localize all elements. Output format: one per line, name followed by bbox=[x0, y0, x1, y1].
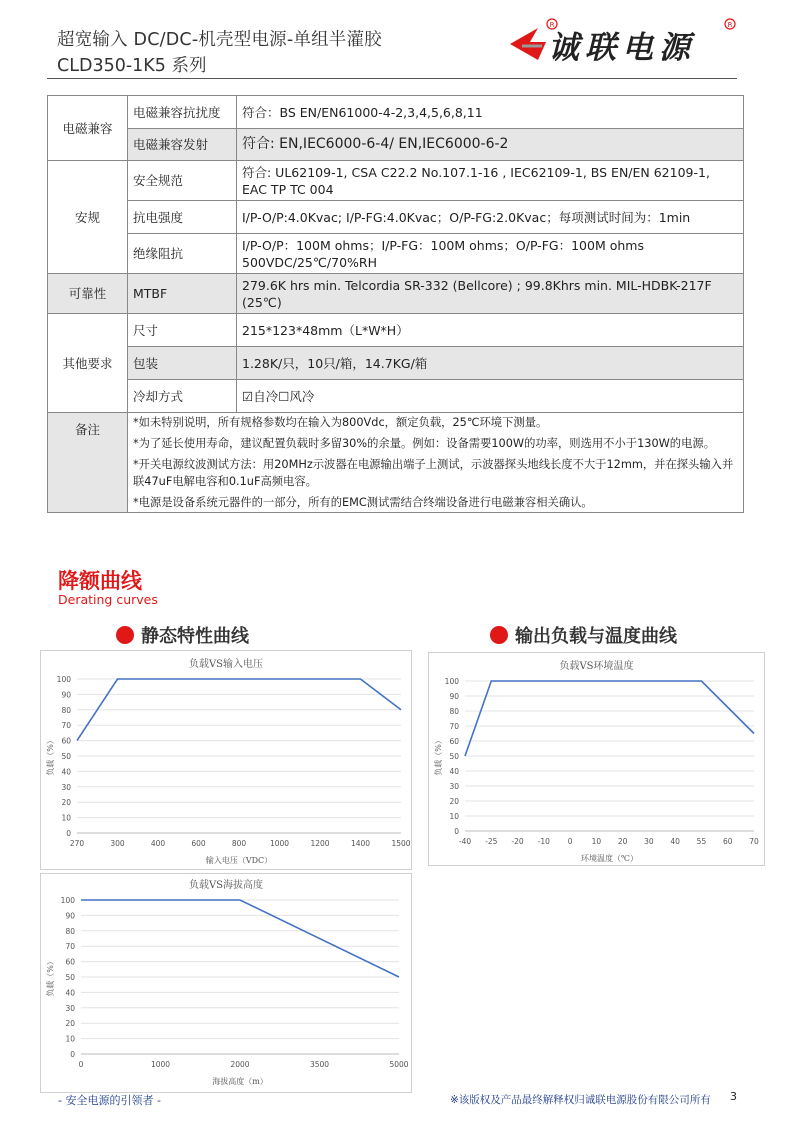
notes-cell bbox=[128, 413, 744, 513]
label-mtbf: MTBF bbox=[128, 274, 237, 314]
y-tick-label: 70 bbox=[449, 722, 459, 731]
x-tick-label: 1500 bbox=[391, 839, 411, 848]
group-emc: 电磁兼容 bbox=[48, 96, 128, 161]
y-tick-label: 60 bbox=[65, 957, 75, 967]
derating-title: 降额曲线 bbox=[58, 569, 142, 593]
x-tick-label: -40 bbox=[458, 837, 472, 846]
x-tick-label: 800 bbox=[231, 839, 247, 848]
y-tick-label: 90 bbox=[449, 692, 459, 701]
x-tick-label: 1400 bbox=[350, 839, 371, 848]
x-tick-label: 400 bbox=[150, 839, 166, 848]
x-tick-label: 0 bbox=[567, 837, 573, 846]
x-tick-label: 1000 bbox=[150, 1060, 171, 1069]
label-safety-standard: 安全规范 bbox=[128, 161, 237, 201]
y-axis-label: 负载（%） bbox=[434, 736, 443, 776]
group-notes: 备注 bbox=[48, 413, 128, 513]
x-tick-label: 3500 bbox=[309, 1060, 330, 1069]
y-tick-label: 10 bbox=[61, 813, 71, 823]
note-4: *电源是设备系统元器件的一部分，所有的EMC测试需结合终端设备进行电磁兼容相关确认。 bbox=[133, 496, 593, 509]
y-tick-label: 60 bbox=[61, 736, 71, 746]
y-tick-label: 60 bbox=[449, 737, 459, 746]
spec-table bbox=[47, 95, 744, 513]
chart-temperature-svg bbox=[429, 653, 764, 865]
x-tick-label: 20 bbox=[617, 837, 628, 846]
y-tick-label: 90 bbox=[61, 690, 71, 700]
svg-text:R: R bbox=[727, 21, 733, 29]
x-tick-label: 5000 bbox=[389, 1060, 409, 1069]
y-axis-label: 负载（%） bbox=[46, 957, 55, 997]
y-tick-label: 50 bbox=[61, 752, 71, 761]
value-emc-emission: 符合: EN,IEC6000-6-4/ EN,IEC6000-6-2 bbox=[237, 129, 744, 161]
x-tick-label: 1000 bbox=[269, 839, 290, 848]
label-size: 尺寸 bbox=[128, 314, 237, 347]
chart-voltage bbox=[40, 650, 412, 870]
temp-heading-text: 输出负载与温度曲线 bbox=[515, 626, 677, 647]
x-tick-label: 300 bbox=[110, 839, 125, 848]
y-tick-label: 100 bbox=[444, 677, 459, 686]
svg-text:R: R bbox=[549, 21, 555, 29]
group-safety: 安规 bbox=[48, 161, 128, 274]
group-other: 其他要求 bbox=[48, 314, 128, 413]
label-withstand: 抗电强度 bbox=[128, 201, 237, 234]
y-tick-label: 70 bbox=[65, 942, 75, 952]
x-tick-label: 30 bbox=[644, 837, 654, 846]
x-tick-label: 55 bbox=[696, 837, 707, 846]
chart-altitude-svg bbox=[41, 874, 411, 1092]
y-tick-label: 20 bbox=[65, 1019, 75, 1029]
y-tick-label: 80 bbox=[65, 926, 75, 936]
header-divider bbox=[47, 78, 737, 79]
label-emc-immunity: 电磁兼容抗扰度 bbox=[128, 96, 237, 129]
series-line bbox=[81, 900, 399, 977]
y-tick-label: 30 bbox=[65, 1003, 75, 1013]
label-insulation: 绝缘阻抗 bbox=[128, 234, 237, 274]
footer-slogan: - 安全电源的引领者 - bbox=[58, 1094, 161, 1107]
chart-voltage-svg bbox=[41, 651, 411, 869]
y-tick-label: 40 bbox=[449, 767, 459, 776]
group-reliability: 可靠性 bbox=[48, 274, 128, 314]
red-bullet-icon bbox=[116, 626, 134, 644]
y-tick-label: 0 bbox=[454, 827, 459, 836]
y-tick-label: 40 bbox=[65, 988, 75, 998]
x-tick-label: -20 bbox=[511, 837, 524, 846]
x-axis-label: 环境温度（℃） bbox=[581, 854, 638, 863]
y-tick-label: 100 bbox=[56, 675, 71, 684]
y-tick-label: 80 bbox=[449, 707, 459, 716]
x-tick-label: -25 bbox=[485, 837, 498, 846]
note-2: *为了延长使用寿命，建议配置负载时多留30%的余量。例如：设备需要100W的功率，则选用不小于130W的电源。 bbox=[133, 437, 715, 450]
x-tick-label: 2000 bbox=[230, 1060, 250, 1069]
y-tick-label: 90 bbox=[65, 911, 75, 921]
y-tick-label: 40 bbox=[61, 767, 71, 777]
label-cooling: 冷却方式 bbox=[128, 380, 237, 413]
series-line bbox=[465, 681, 754, 756]
x-axis-label: 输入电压（VDC） bbox=[205, 856, 273, 865]
note-1: *如未特别说明，所有规格参数均在输入为800Vdc，额定负载，25℃环境下测量。 bbox=[133, 416, 548, 429]
value-insulation bbox=[237, 234, 744, 274]
y-tick-label: 80 bbox=[61, 705, 71, 715]
chart-title: 负载VS环境温度 bbox=[559, 661, 634, 672]
x-tick-label: 10 bbox=[591, 837, 602, 846]
static-heading bbox=[116, 622, 249, 648]
page-number: 3 bbox=[730, 1090, 737, 1103]
footer-copyright: ※该版权及产品最终解释权归诚联电源股份有限公司所有 bbox=[450, 1094, 711, 1106]
chart-title: 负载VS海拔高度 bbox=[188, 880, 264, 891]
chart-temperature bbox=[428, 652, 765, 866]
chart-altitude bbox=[40, 873, 412, 1093]
value-withstand: I/P-O/P:4.0Kvac; I/P-FG:4.0Kvac；O/P-FG:2.0Kvac；每项测试时间为：1min bbox=[237, 201, 744, 234]
note-3: *开关电源纹波测试方法：用20MHz示波器在电源输出端子上测试，示波器探头地线长度不大于12mm，并在探头输入并联47uF电解电容和0.1uF高频电容。 bbox=[133, 458, 734, 488]
value-safety-standard: 符合: UL62109-1, CSA C22.2 No.107.1-16 , IEC62109-1, BS EN/EN 62109-1, EAC TP TC 004 bbox=[237, 161, 744, 201]
y-tick-label: 30 bbox=[61, 782, 71, 792]
value-pack: 1.28K/只，10只/箱，14.7KG/箱 bbox=[237, 347, 744, 380]
x-tick-label: 0 bbox=[78, 1060, 84, 1069]
y-tick-label: 20 bbox=[449, 797, 459, 806]
x-tick-label: 270 bbox=[69, 839, 85, 848]
x-tick-label: -10 bbox=[537, 837, 550, 846]
label-emc-emission: 电磁兼容发射 bbox=[128, 129, 237, 161]
y-tick-label: 50 bbox=[65, 973, 75, 982]
value-size: 215*123*48mm（L*W*H） bbox=[237, 314, 744, 347]
y-tick-label: 10 bbox=[449, 812, 459, 821]
value-cooling: ☑自冷☐风冷 bbox=[237, 380, 744, 413]
static-heading-text: 静态特性曲线 bbox=[141, 626, 249, 647]
y-tick-label: 20 bbox=[61, 798, 71, 808]
insulation-line-2: 500VDC/25℃/70%RH bbox=[242, 254, 377, 270]
y-tick-label: 100 bbox=[60, 896, 75, 905]
y-tick-label: 30 bbox=[449, 782, 459, 791]
insulation-line-1: I/P-O/P：100M ohms；I/P-FG：100M ohms；O/P-FG：100M ohms bbox=[242, 237, 644, 253]
company-logo-text: 诚联电源 bbox=[548, 30, 696, 66]
document-subtitle: CLD350-1K5 系列 bbox=[57, 56, 207, 76]
y-tick-label: 70 bbox=[61, 721, 71, 731]
temp-heading bbox=[490, 622, 677, 648]
red-bullet-icon bbox=[490, 626, 508, 644]
x-tick-label: 70 bbox=[749, 837, 759, 846]
y-tick-label: 50 bbox=[449, 752, 459, 761]
x-tick-label: 60 bbox=[722, 837, 733, 846]
value-mtbf: 279.6K hrs min. Telcordia SR-332 (Bellcore) ; 99.8Khrs min. MIL-HDBK-217F (25℃) bbox=[237, 274, 744, 314]
x-axis-label: 海拔高度（m） bbox=[212, 1077, 268, 1086]
derating-subtitle: Derating curves bbox=[58, 592, 158, 607]
label-pack: 包装 bbox=[128, 347, 237, 380]
y-axis-label: 负载（%） bbox=[46, 736, 55, 776]
document-title: 超宽输入 DC/DC-机壳型电源-单组半灌胶 bbox=[57, 30, 382, 50]
value-emc-immunity: 符合：BS EN/EN61000-4-2,3,4,5,6,8,11 bbox=[237, 96, 744, 129]
y-tick-label: 10 bbox=[65, 1034, 75, 1044]
y-tick-label: 0 bbox=[66, 829, 71, 838]
x-tick-label: 600 bbox=[191, 839, 206, 848]
y-tick-label: 0 bbox=[70, 1050, 75, 1059]
x-tick-label: 40 bbox=[670, 837, 680, 846]
chart-title: 负载VS输入电压 bbox=[188, 659, 264, 670]
x-tick-label: 1200 bbox=[310, 839, 330, 848]
